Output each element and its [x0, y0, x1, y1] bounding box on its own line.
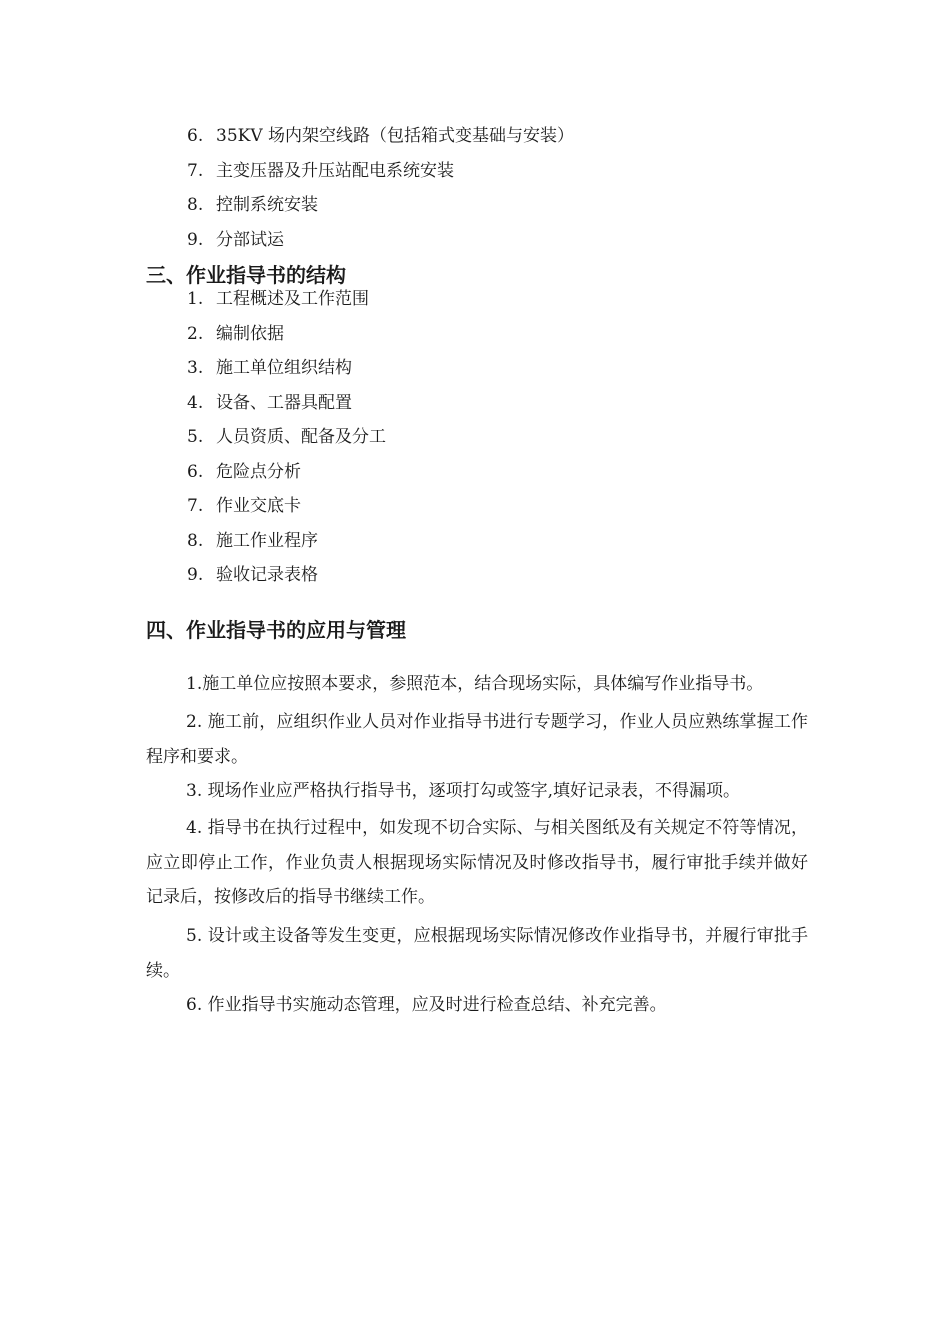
list-item-number: 7. [187, 161, 204, 181]
section-heading-application: 四、作业指导书的应用与管理 [146, 618, 406, 642]
list-item-text: 施工单位组织结构 [216, 358, 352, 378]
list-item [187, 495, 301, 517]
list-item-number: 8. [187, 195, 204, 215]
list-item-text: 施工作业程序 [216, 531, 318, 551]
paragraph: 2. 施工前，应组织作业人员对作业指导书进行专题学习，作业人员应熟练掌握工作程序和要求。 [146, 712, 808, 767]
list-item-number: 7. [187, 496, 204, 516]
list-item [187, 357, 352, 379]
list-item-text: 危险点分析 [216, 462, 301, 482]
list-item-text: 主变压器及升压站配电系统安装 [216, 161, 454, 181]
list-item-number: 6. [187, 126, 204, 146]
list-item-text: 控制系统安装 [216, 195, 318, 215]
list-item [187, 160, 454, 182]
paragraph: 6. 作业指导书实施动态管理，应及时进行检查总结、补充完善。 [186, 995, 667, 1015]
list-item-text: 工程概述及工作范围 [216, 289, 369, 309]
list-item-number: 9. [187, 565, 204, 585]
list-item-number: 6. [187, 462, 204, 482]
list-item [187, 288, 369, 310]
list-item [187, 392, 352, 414]
list-item [187, 426, 386, 448]
paragraph: 3. 现场作业应严格执行指导书，逐项打勾或签字,填好记录表，不得漏项。 [186, 781, 741, 801]
list-item-text: 人员资质、配备及分工 [216, 427, 386, 447]
list-item-number: 2. [187, 324, 204, 344]
list-item-text: 验收记录表格 [216, 565, 318, 585]
list-item [187, 461, 301, 483]
paragraph: 4. 指导书在执行过程中，如发现不切合实际、与相关图纸及有关规定不符等情况，应立即停止工作，作业负责人根据现场实际情况及时修改指导书，履行审批手续并做好记录后，按修改后的指导书继续工作。 [146, 818, 808, 907]
list-item [187, 323, 284, 345]
paragraph: 1.施工单位应按照本要求，参照范本，结合现场实际，具体编写作业指导书。 [186, 674, 764, 694]
list-item-number: 5. [187, 427, 204, 447]
list-item [187, 229, 284, 251]
list-item-number: 4. [187, 393, 204, 413]
list-item-text: 35KV 场内架空线路（包括箱式变基础与安装） [216, 126, 575, 146]
list-item-number: 8. [187, 531, 204, 551]
list-item [187, 530, 318, 552]
list-item-text: 编制依据 [216, 324, 284, 344]
list-item [187, 125, 574, 147]
paragraph: 5. 设计或主设备等发生变更，应根据现场实际情况修改作业指导书，并履行审批手续。 [146, 926, 808, 981]
section-heading-structure: 三、作业指导书的结构 [146, 263, 346, 287]
list-item [187, 194, 318, 216]
list-item-text: 设备、工器具配置 [216, 393, 352, 413]
list-item-text: 分部试运 [216, 230, 284, 250]
list-item-number: 1. [187, 289, 204, 309]
list-item-number: 9. [187, 230, 204, 250]
list-item-number: 3. [187, 358, 204, 378]
list-item [187, 564, 318, 586]
list-item-text: 作业交底卡 [216, 496, 301, 516]
